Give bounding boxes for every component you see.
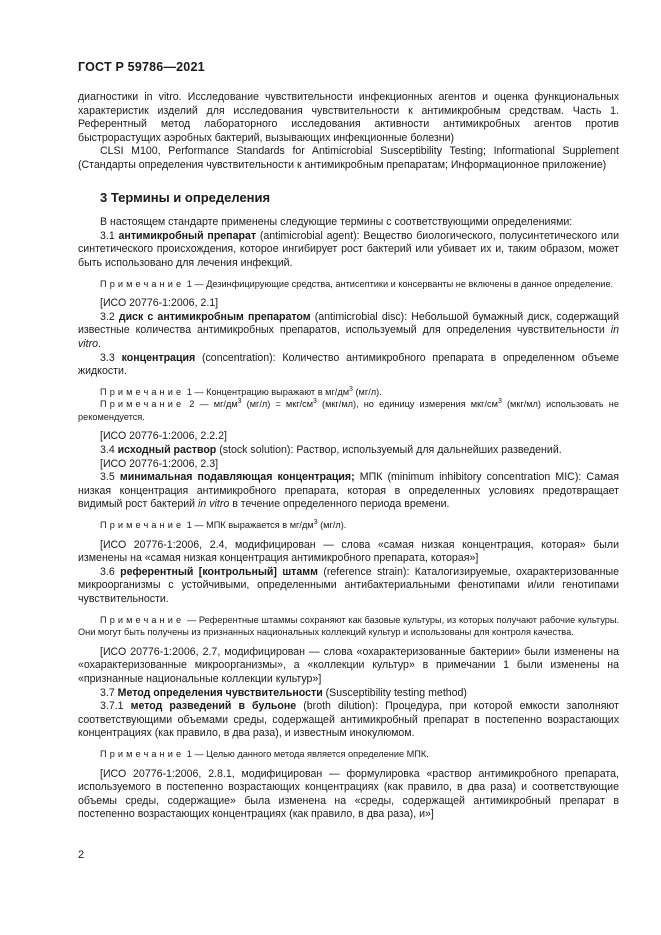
note-text: (мг/л) = мкг/см — [241, 399, 314, 410]
note-label: Примечание — [100, 614, 185, 625]
term-definition-end: . — [98, 337, 101, 350]
superscript: 3 — [313, 519, 318, 527]
note-text: 1 — Дезинфицирующие средства, антисептики и консерванты не включены в данное определение. — [184, 278, 614, 289]
standard-header: ГОСТ Р 59786—2021 — [78, 60, 205, 74]
superscript: 3 — [497, 398, 502, 406]
note-text-end: (мг/л). — [317, 520, 347, 531]
term-name: метод разведений в бульоне — [130, 700, 297, 713]
source-reference: [ИСО 20776-1:2006, 2.4, модифицирован — слова «самая низкая концентрация, которая» были изменены на «самая низкая концентрация антимикробного препарата, которая»] — [78, 538, 619, 565]
superscript: 3 — [237, 398, 242, 406]
note-label: Примечание — [100, 520, 185, 531]
note-text: 2 — мг/дм — [184, 399, 238, 410]
superscript: 3 — [313, 398, 317, 406]
source-reference: [ИСО 20776-1:2006, 2.7, модифицирован — слова «охарактеризованные бактерии» были изменены на «охарактеризованные микроорганизмы», а «коллекции культур» в примечании 1 были изменены на «признанные национальные коллекции культур»] — [78, 645, 619, 685]
note — [78, 748, 619, 761]
note-text: 1 — Целью данного метода является определение МПК. — [184, 748, 429, 759]
section-intro: В настоящем стандарте применены следующие термины с соответствующими определениями: — [100, 216, 573, 229]
reference-paragraph: CLSI M100, Performance Standards for Antimicrobial Susceptibility Testing; Informational Supplement (Стандарты определения чувствительности к антимикробным препаратам; Информационное приложение) — [78, 145, 619, 171]
term-number: 3.7.1 — [100, 700, 131, 713]
document-body — [78, 91, 619, 822]
term-definition: (broth dilution): Процедура, при которой емкости заполняют соответствующими объемами среды, содержащей антимикробный препарат в постепенно возрастающих концентрациях (как правило, в два раза), и известным инокулюмом. — [78, 700, 619, 740]
term-number: 3.4 — [100, 444, 118, 457]
note — [78, 519, 619, 532]
page-number: 2 — [78, 849, 85, 861]
term-number: 3.3 — [100, 351, 122, 364]
source-reference: [ИСО 20776-1:2006, 2.1] — [100, 297, 219, 310]
reference-paragraph: диагностики in vitro. Исследование чувствительности инфекционных агентов и оценка функциональных характеристик изделий для исследования чувствительности к антимикробным средствам. Часть 1. Референтный метод лабораторного исследования активности антимикробных агентов против быстрорастущих аэробных бактерий, вызывающих инфекционные болезни) — [78, 91, 619, 144]
superscript: 3 — [349, 385, 353, 393]
term-definition: (Susceptibility testing method) — [322, 686, 467, 699]
term-3-2 — [78, 311, 619, 352]
note-text: — Референтные штаммы сохраняют как базовые культуры, из которых получают рабочие культуры. Они могут быть получены из признанных национальных коллекций культур и использованы для контроля качества. — [78, 614, 619, 638]
term-name: исходный раствор — [117, 444, 217, 457]
term-definition: (antimicrobial agent): Вещество биологического, полусинтетического или синтетического происхождения, которое ингибирует рост бактерий или убивает их и, таким образом, может быть использовано для лечения инфекций. — [78, 229, 619, 269]
note — [78, 614, 619, 639]
note-text: 1 — Концентрацию выражают в мг/дм — [184, 386, 350, 397]
term-3-1 — [78, 230, 619, 271]
term-definition: (reference strain): Каталогизируемые, охарактеризованные микроорганизмы с устойчивыми, определенными антибактериальными фенотипами и/или генотипами чувствительности. — [78, 565, 620, 605]
note-text: (мкг/мл), но единицу измерения мкг/см — [316, 399, 498, 410]
note-label: Примечание — [100, 278, 185, 289]
term-3-6 — [78, 566, 619, 607]
source-reference: [ИСО 20776-1:2006, 2.3] — [100, 457, 219, 470]
note — [78, 386, 619, 399]
term-definition: (antimicrobial disc): Небольшой бумажный диск, содержащий известные количества антимикробных препаратов, используемый для определения чувствительности — [78, 310, 619, 337]
term-definition-end: в течение определенного периода времени. — [229, 498, 450, 511]
term-number: 3.5 — [100, 471, 120, 484]
term-number: 3.7 — [100, 686, 118, 699]
term-3-7 — [78, 687, 619, 701]
note-text-end: (мкг/мл) использовать не рекомендуется. — [78, 399, 619, 422]
term-name: концентрация — [121, 351, 196, 364]
term-definition: (concentration): Количество антимикробного препарата в определенном объеме жидкости. — [78, 351, 620, 378]
term-name: диск с антимикробным препаратом — [118, 310, 311, 323]
term-number: 3.1 — [100, 229, 119, 242]
note-text: 1 — МПК выражается в мг/дм — [184, 520, 314, 531]
term-number: 3.2 — [100, 310, 119, 323]
section-title: 3 Термины и определения — [100, 189, 271, 205]
term-italic: in vitro — [198, 498, 230, 511]
source-reference: [ИСО 20776-1:2006, 2.2.2] — [100, 430, 227, 443]
term-name: антимикробный препарат — [118, 229, 257, 242]
term-3-4 — [78, 444, 619, 458]
term-number: 3.6 — [100, 565, 121, 578]
note-text-end: (мг/л). — [352, 386, 382, 397]
term-name: референтный [контрольный] штамм — [120, 565, 318, 578]
term-3-7-1 — [78, 700, 619, 741]
note-label: Примечание — [100, 748, 185, 759]
term-name: Метод определения чувствительности — [117, 686, 323, 699]
note-label: Примечание — [100, 386, 185, 397]
term-3-3 — [78, 352, 619, 379]
term-italic: in vitro — [78, 324, 619, 350]
term-name: минимальная подавляющая концентрация; — [119, 471, 355, 484]
note — [78, 278, 619, 291]
source-reference: [ИСО 20776-1:2006, 2.8.1, модифицирован — формулировка «раствор антимикробного препарата, используемого в постепенно возрастающих концентрациях (как правило, в два раза) и соответствующие объемы среды, содержащие» была изменена на «среды, содержащей антимикробный препарат в постепенно возрастающих концентрациях (как правило, в два раза), и»] — [78, 767, 619, 821]
term-definition: (stock solution): Раствор, используемый для дальнейших разведений. — [216, 444, 562, 457]
note — [78, 398, 619, 423]
term-3-5 — [78, 471, 619, 512]
term-definition: МПК (minimum inhibitory concentration MIC): Самая низкая концентрация антимикробного препарата, которая в определенных условиях предотвращает видимый рост бактерий — [78, 471, 620, 511]
note-label: Примечание — [100, 399, 185, 410]
